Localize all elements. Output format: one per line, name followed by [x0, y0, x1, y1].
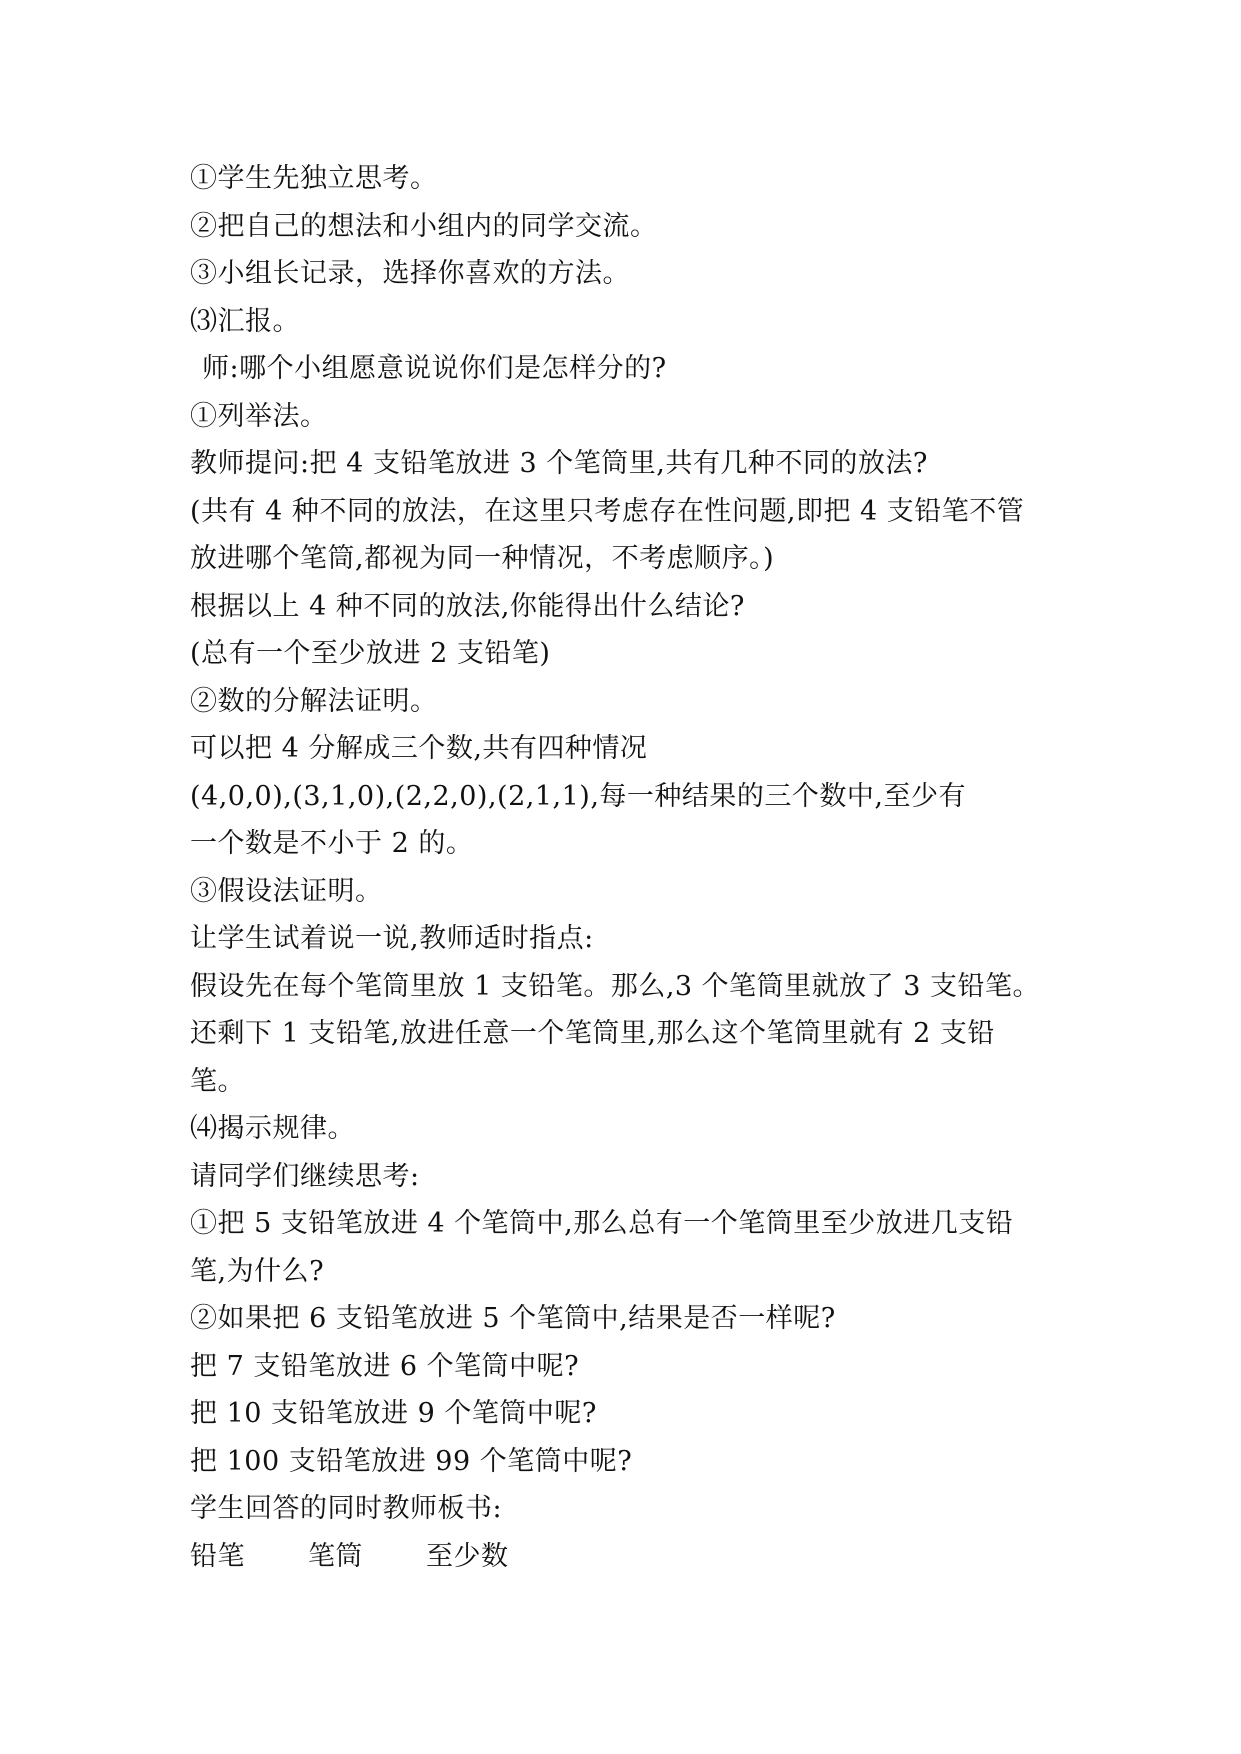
text-line: 放进哪个笔筒,都视为同一种情况，不考虑顺序。): [190, 543, 775, 574]
text-line: ②数的分解法证明。: [190, 685, 438, 717]
text-line: 把 100 支铅笔放进 99 个笔筒中呢?: [190, 1445, 633, 1477]
text-line: 笔,为什么?: [190, 1255, 325, 1287]
text-line: (共有 4 种不同的放法，在这里只考虑存在性问题,即把 4 支铅笔不管: [190, 495, 1025, 527]
column-header-pencils: 铅笔: [190, 1540, 245, 1572]
text-line: 可以把 4 分解成三个数,共有四种情况: [190, 733, 648, 764]
text-line: ①把 5 支铅笔放进 4 个笔筒中,那么总有一个笔筒里至少放进几支铅: [190, 1208, 1014, 1239]
text-line: 假设先在每个笔筒里放 1 支铅笔。那么,3 个笔筒里就放了 3 支铅笔。: [190, 970, 1041, 1002]
text-line: ①列举法。: [190, 400, 328, 432]
text-line: (4,0,0),(3,1,0),(2,2,0),(2,1,1),每一种结果的三个数中,至少有: [190, 780, 966, 812]
text-line: 把 7 支铅笔放进 6 个笔筒中呢?: [190, 1350, 580, 1382]
text-line: 一个数是不小于 2 的。: [190, 828, 474, 859]
section-heading: ⑶汇报。: [190, 305, 300, 337]
text-line: 学生回答的同时教师板书:: [190, 1493, 503, 1524]
text-line: 把 10 支铅笔放进 9 个笔筒中呢?: [190, 1398, 597, 1429]
text-line: 请同学们继续思考:: [190, 1160, 420, 1192]
board-table-header: [190, 1533, 1070, 1581]
column-header-minimum: 至少数: [426, 1540, 509, 1572]
text-line: ②如果把 6 支铅笔放进 5 个笔筒中,结果是否一样呢?: [190, 1303, 836, 1334]
column-header-holders: 笔筒: [308, 1540, 363, 1572]
text-line: ②把自己的想法和小组内的同学交流。: [190, 210, 658, 242]
text-line: ③假设法证明。: [190, 875, 383, 907]
text-line: ①学生先独立思考。: [190, 163, 438, 194]
text-line: 根据以上 4 种不同的放法,你能得出什么结论?: [190, 590, 745, 622]
text-line: ③小组长记录，选择你喜欢的方法。: [190, 258, 630, 289]
text-line: 还剩下 1 支铅笔,放进任意一个笔筒里,那么这个笔筒里就有 2 支铅: [190, 1018, 995, 1049]
text-line: 笔。: [190, 1065, 245, 1097]
text-line: (总有一个至少放进 2 支铅笔): [190, 638, 551, 669]
document-page: [190, 155, 1070, 1580]
text-line: 让学生试着说一说,教师适时指点:: [190, 923, 594, 954]
text-line: 师:哪个小组愿意说说你们是怎样分的?: [202, 353, 667, 384]
section-heading: ⑷揭示规律。: [190, 1113, 355, 1144]
text-line: 教师提问:把 4 支铅笔放进 3 个笔筒里,共有几种不同的放法?: [190, 448, 928, 479]
